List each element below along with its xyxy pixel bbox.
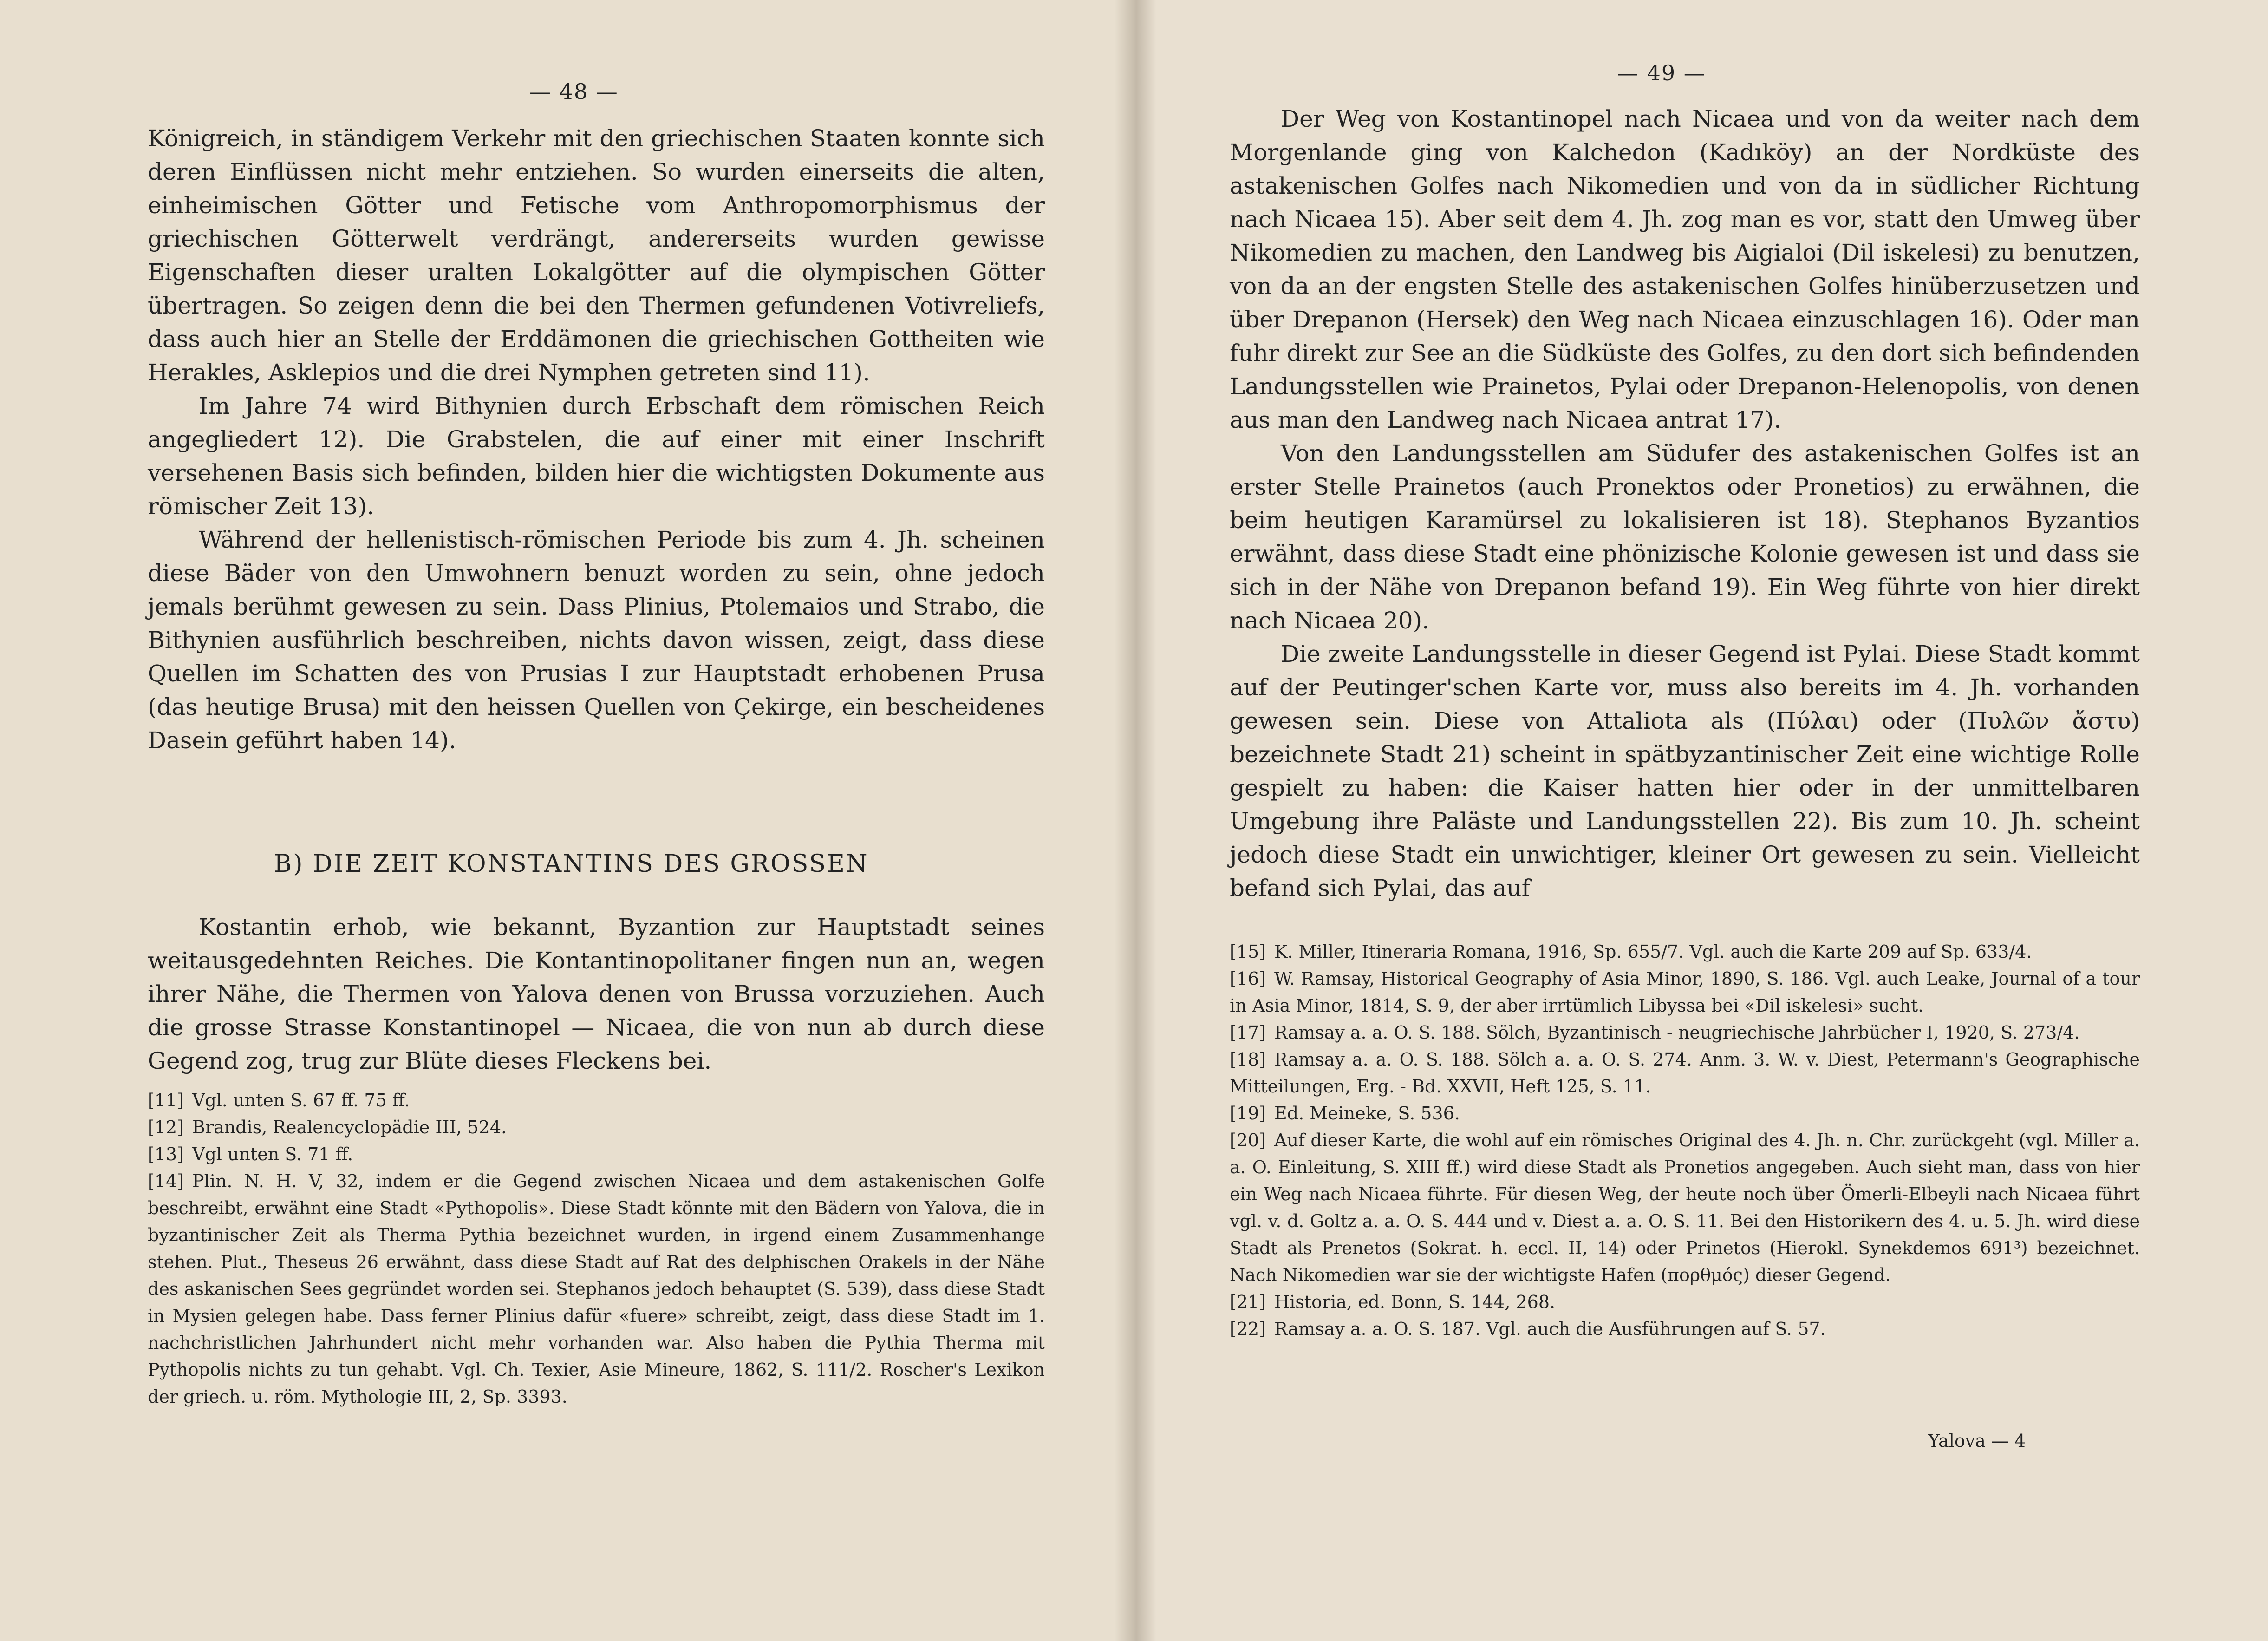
footnote	[1230, 1046, 2140, 1100]
page-number-left: — 48 —	[529, 79, 619, 104]
footnote-text: Ed. Meineke, S. 536.	[1274, 1103, 1460, 1124]
left-main-text	[148, 122, 1045, 757]
paragraph: Königreich, in ständigem Verkehr mit den griechischen Staaten konnte sich deren Einflüssen nicht mehr entziehen. So wurden einerseits die alten, einheimischen Götter und Fetische vom Anthropomorphismus der griechischen Götterwelt verdrängt, andererseits wurden gewisse Eigenschaften dieser uralten Lokalgötter auf die olympischen Götter übertragen. So zeigen denn die bei den Thermen gefundenen Votivreliefs, dass auch hier an Stelle der Erddämonen die griechischen Gottheiten wie Herakles, Asklepios und die drei Nymphen getreten sind 11).	[148, 125, 1045, 386]
right-footnotes	[1230, 938, 2140, 1342]
footnote-number: [18]	[1230, 1049, 1266, 1070]
footnote-number: [14]	[148, 1171, 184, 1191]
paragraph: Von den Landungsstellen am Südufer des astakenischen Golfes ist an erster Stelle Prainetos (auch Pronektos oder Pronetios) zu erwähnen, die beim heutigen Karamürsel zu lokalisieren ist 18). Stephanos Byzantios erwähnt, dass diese Stadt eine phönizische Kolonie gewesen ist und dass sie sich in der Nähe von Drepanon befand 19). Ein Weg führte von hier direkt nach Nicaea 20).	[1230, 440, 2140, 634]
footnote-number: [11]	[148, 1090, 184, 1111]
left-footnotes	[148, 1087, 1045, 1410]
footnote-number: [19]	[1230, 1103, 1266, 1124]
right-page	[1134, 0, 2268, 1641]
footnote-number: [20]	[1230, 1130, 1266, 1151]
footnote-text: Vgl unten S. 71 ff.	[192, 1144, 353, 1164]
footnote-number: [15]	[1230, 941, 1266, 962]
footnote	[1230, 965, 2140, 1019]
paragraph: Kostantin erhob, wie bekannt, Byzantion zur Hauptstadt seines weitausgedehnten Reiches. Die Kontantinopolitaner fingen nun an, wegen ihrer Nähe, die Thermen von Yalova denen von Brussa vorzuziehen. Auch die grosse Strasse Konstantinopel — Nicaea, die von nun ab durch diese Gegend zog, trug zur Blüte dieses Fleckens bei.	[148, 914, 1045, 1074]
footnote-text: K. Miller, Itineraria Romana, 1916, Sp. 655/7. Vgl. auch die Karte 209 auf Sp. 633/4.	[1274, 941, 2032, 962]
footnote	[1230, 1100, 2140, 1127]
footnote-number: [16]	[1230, 968, 1266, 989]
book-gutter	[1114, 0, 1156, 1641]
footnote-number: [17]	[1230, 1022, 1266, 1043]
paragraph: Während der hellenistisch-römischen Periode bis zum 4. Jh. scheinen diese Bäder von den Umwohnern benuzt worden zu sein, ohne jedoch jemals berühmt gewesen zu sein. Dass Plinius, Ptolemaios und Strabo, die Bithynien ausführlich beschreiben, nichts davon wissen, zeigt, dass diese Quellen im Schatten des von Prusias I zur Hauptstadt erhobenen Prusa (das heutige Brusa) mit den heissen Quellen von Çekirge, ein bescheidenes Dasein geführt haben 14).	[148, 526, 1045, 754]
footnote-text: Historia, ed. Bonn, S. 144, 268.	[1274, 1292, 1556, 1312]
footnote	[1230, 1315, 2140, 1342]
footnote-text: W. Ramsay, Historical Geography of Asia Minor, 1890, S. 186. Vgl. auch Leake, Journal of a tour in Asia Minor, 1814, S. 9, der aber irrtümlich Libyssa bei «Dil iskelesi» sucht.	[1230, 968, 2140, 1016]
footnote-number: [21]	[1230, 1292, 1266, 1312]
footnote	[148, 1168, 1045, 1410]
signature-mark: Yalova — 4	[1928, 1431, 2026, 1451]
paragraph: Die zweite Landungsstelle in dieser Gegend ist Pylai. Diese Stadt kommt auf der Peutinger'schen Karte vor, muss also bereits im 4. Jh. vorhanden gewesen sein. Diese von Attaliota als (Πύλαι) oder (Πυλῶν ἄστυ) bezeichnete Stadt 21) scheint in spätbyzantinischer Zeit eine wichtige Rolle gespielt zu haben: die Kaiser hatten hier oder in der unmittelbaren Umgebung ihre Paläste und Landungsstellen 22). Bis zum 10. Jh. scheint jedoch diese Stadt ein unwichtiger, kleiner Ort gewesen zu sein. Vielleicht befand sich Pylai, das auf	[1230, 641, 2140, 902]
footnote-text: Auf dieser Karte, die wohl auf ein römisches Original des 4. Jh. n. Chr. zurückgeht (vgl. Miller a. a. O. Einleitung, S. XIII ff.) wird diese Stadt als Pronetios angegeben. Auch sieht man, dass von hier ein Weg nach Nicaea führte. Für diesen Weg, der heute noch über Ömerli-Elbeyli nach Nicaea führt vgl. v. d. Goltz a. a. O. S. 444 und v. Diest a. a. O. S. 11. Bei den Historikern des 4. u. 5. Jh. wird diese Stadt als Prenetos (Sokrat. h. eccl. II, 14) oder Prinetos (Hierokl. Synekdemos 691³) bezeichnet. Nach Nikomedien war sie der wichtigste Hafen (πορθμός) dieser Gegend.	[1230, 1130, 2140, 1285]
footnote-text: Ramsay a. a. O. S. 188. Sölch a. a. O. S. 274. Anm. 3. W. v. Diest, Petermann's Geographische Mitteilungen, Erg. - Bd. XXVII, Heft 125, S. 11.	[1230, 1049, 2140, 1097]
footnote-text: Ramsay a. a. O. S. 187. Vgl. auch die Ausführungen auf S. 57.	[1274, 1319, 1826, 1339]
footnote	[148, 1087, 1045, 1114]
right-main-text	[1230, 102, 2140, 905]
footnote	[1230, 1019, 2140, 1046]
footnote-text: Vgl. unten S. 67 ff. 75 ff.	[192, 1090, 410, 1111]
footnote	[1230, 1288, 2140, 1315]
paragraph: Im Jahre 74 wird Bithynien durch Erbschaft dem römischen Reich angegliedert 12). Die Grabstelen, die auf einer mit einer Inschrift versehenen Basis sich befinden, bilden hier die wichtigsten Dokumente aus römischer Zeit 13).	[148, 392, 1045, 520]
footnote	[148, 1141, 1045, 1168]
left-section-text	[148, 910, 1045, 1078]
section-heading: B) DIE ZEIT KONSTANTINS DES GROSSEN	[274, 850, 869, 878]
footnote-text: Plin. N. H. V, 32, indem er die Gegend zwischen Nicaea und dem astakenischen Golfe beschreibt, erwähnt eine Stadt «Pythopolis». Diese Stadt könnte mit den Bädern von Yalova, die in byzantinischer Zeit als Therma Pythia bezeichnet wurden, in irgend einem Zusammenhange stehen. Plut., Theseus 26 erwähnt, dass diese Stadt auf Rat des delphischen Orakels in der Nähe des askanischen Sees gegründet worden sei. Stephanos jedoch behauptet (S. 539), dass diese Stadt in Mysien gelegen habe. Dass ferner Plinius dafür «fuere» schreibt, zeigt, dass diese Stadt im 1. nachchristlichen Jahrhundert nicht mehr vorhanden war. Also haben die Pythia Therma mit Pythopolis nichts zu tun gehabt. Vgl. Ch. Texier, Asie Mineure, 1862, S. 111/2. Roscher's Lexikon der griech. u. röm. Mythologie III, 2, Sp. 3393.	[148, 1171, 1045, 1407]
footnote	[1230, 938, 2140, 965]
footnote-number: [13]	[148, 1144, 184, 1164]
footnote-text: Ramsay a. a. O. S. 188. Sölch, Byzantinisch - neugriechische Jahrbücher I, 1920, S. 273/4.	[1274, 1022, 2080, 1043]
paragraph: Der Weg von Kostantinopel nach Nicaea und von da weiter nach dem Morgenlande ging von Kalchedon (Kadıköy) an der Nordküste des astakenischen Golfes nach Nikomedien und von da in südlicher Richtung nach Nicaea 15). Aber seit dem 4. Jh. zog man es vor, statt den Umweg über Nikomedien zu machen, den Landweg bis Aigialoi (Dil iskelesi) zu benutzen, von da an der engsten Stelle des astakenischen Golfes hinüberzusetzen und über Drepanon (Hersek) den Weg nach Nicaea einzuschlagen 16). Oder man fuhr direkt zur See an die Südküste des Golfes, zu den dort sich befindenden Landungsstellen wie Prainetos, Pylai oder Drepanon-Helenopolis, von denen aus man den Landweg nach Nicaea antrat 17).	[1230, 105, 2140, 433]
footnote-number: [22]	[1230, 1319, 1266, 1339]
footnote-text: Brandis, Realencyclopädie III, 524.	[192, 1117, 507, 1138]
page-number-right: — 49 —	[1617, 60, 1706, 85]
footnote-number: [12]	[148, 1117, 184, 1138]
footnote	[1230, 1127, 2140, 1288]
footnote	[148, 1114, 1045, 1141]
